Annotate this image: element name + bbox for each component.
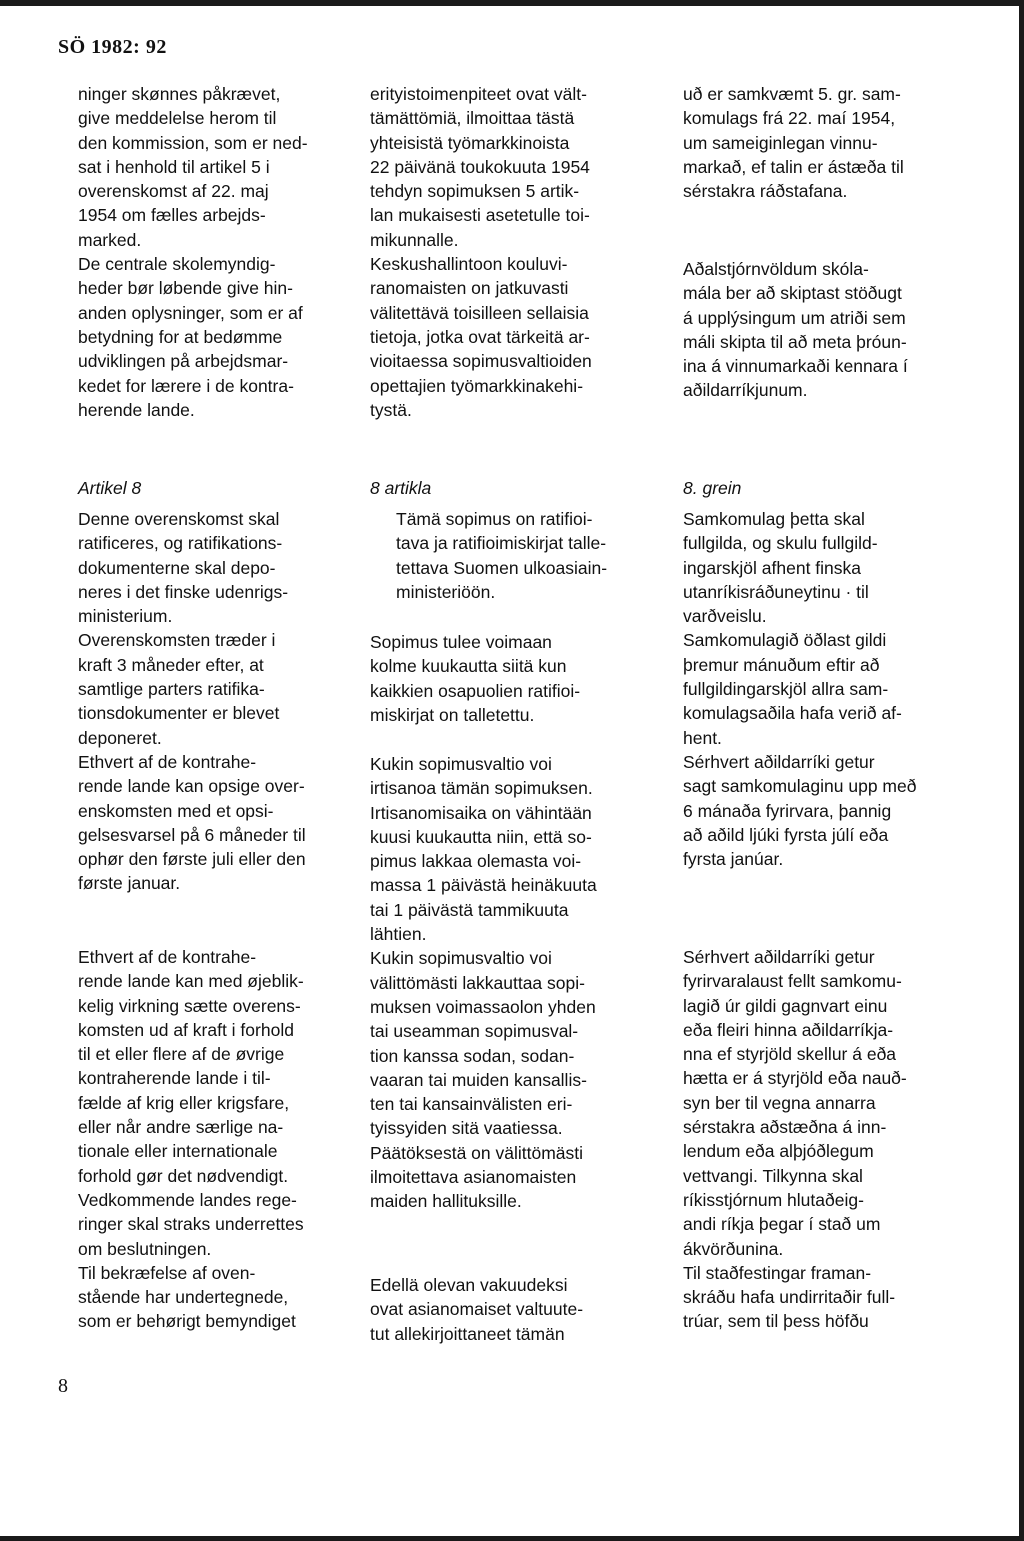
icelandic-article-heading: 8. grein (683, 478, 742, 498)
finnish-article-body: Tämä sopimus on ratifioi- tava ja ratifioimiskirjat talle- tettava Suomen ulkoasiain- ministeriöön. (396, 509, 608, 602)
finnish-article-heading: 8 artikla (370, 478, 432, 498)
finnish-article-body-4: Edellä olevan vakuudeksi ovat asianomaiset valtuute- tut allekirjoittaneet tämän (370, 1275, 584, 1344)
publication-header: SÖ 1982: 92 (58, 36, 167, 58)
danish-article-body: Denne overenskomst skal ratificeres, og ratifikations- dokumenterne skal depo- neres i det finske udenrigs- ministerium. Overenskomsten træder i kraft 3 måneder efter, at samtlige parters ratifika- tionsdokumenter er blevet deponeret. Ethvert af de kontrahe- rende lande kan opsige over- enskomsten med et opsi- gelsesvarsel på 6 måneder til ophør den første juli eller den første januar. (78, 509, 306, 894)
icelandic-article-body: Samkomulag þetta skal fullgilda, og skulu fullgild- ingarskjöl afhent finska utanríkisráðuneytinu · til varðveislu. Samkomulagið öðlast gildi þremur mánuðum eftir að fullgildingarskjöl allra sam- komulagsaðila hafa verið af- hent. Sérhvert aðildarríki getur sagt samkomulaginu upp með 6 mánaða fyrirvara, þannig að aðild ljúki fyrsta júlí eða fyrsta janúar. (683, 509, 917, 870)
icelandic-article-body-2: Sérhvert aðildarríki getur fyrirvaralaust fellt samkomu- lagið úr gildi gagnvart einu eða fleiri hinna aðildarríkja- nna ef styrjöld skellur á eða hætta er á styrjöld eða nauð- syn ber til vegna annarra sérstakra aðstæðna á inn- lendum eða alþjóðlegum vettvangi. Tilkynna skal ríkisstjórnum hlutaðeig- andi ríkja þegar í stað um ákvörðunina. Til staðfestingar framan- skráðu hafa undirritaðir full- trúar, sem til þess höfðu (683, 947, 907, 1332)
scan-border-right (1019, 0, 1024, 1541)
danish-article-heading: Artikel 8 (78, 478, 142, 498)
icelandic-intro-2: Aðalstjórnvöldum skóla- mála ber að skiptast stöðugt á upplýsingum um atriði sem máli skipta til að meta þróun- ina á vinnumarkaði kennara í aðildarríkjunum. (683, 259, 908, 401)
icelandic-intro: uð er samkvæmt 5. gr. sam- komulags frá 22. maí 1954, um sameiginlegan vinnu- markað, ef talin er ástæða til sérstakra ráðstafana. (683, 84, 904, 202)
danish-intro: ninger skønnes påkrævet, give meddelelse herom til den kommission, som er ned- sat i henhold til artikel 5 i overenskomst af 22. maj 1954 om fælles arbejds- marked. De centrale skolemyndig- heder bør løbende give hin- anden oplysninger, som er af betydning for at bedømme udviklingen på arbejdsmar- kedet for lærere i de kontra- herende lande. (78, 84, 308, 420)
danish-article-body-2: Ethvert af de kontrahe- rende lande kan med øjeblik- kelig virkning sætte overens- komsten ud af kraft i forhold til et eller flere af de øvrige kontraherende lande i til- fælde af krig eller krigsfare, eller når andre særlige na- tionale eller internationale forhold gør det nødvendigt. Vedkommende landes rege- ringer skal straks underrettes om beslutningen. Til bekræfelse af oven- stående har undertegnede, som er behørigt bemyndiget (78, 947, 304, 1332)
page-number: 8 (58, 1375, 68, 1397)
finnish-article-body-3: Kukin sopimusvaltio voi irtisanoa tämän sopimuksen. Irtisanomisaika on vähintään kuusi kuukautta niin, että so- pimus lakkaa olemasta voi- massa 1 päivästä heinäkuuta tai 1 päivästä tammikuuta lähtien. Kukin sopimusvaltio voi välittömästi lakkauttaa sopi- muksen voimassaolon yhden tai useamman sopimusval- tion kanssa sodan, sodan- vaaran tai muiden kansallis- ten tai kansainvälisten eri- tyissyiden sitä vaatiessa. Päätöksestä on välittömästi ilmoitettava asianomaisten maiden hallituksille. (370, 754, 597, 1212)
finnish-intro: erityistoimenpiteet ovat vält- tämättömiä, ilmoittaa tästä yhteisistä työmarkkinoista 22 päivänä toukokuuta 1954 tehdyn sopimuksen 5 artik- lan mukaisesti asetetulle toi- mikunnalle. Keskushallintoon kouluvi- ranomaisten on jatkuvasti välitettävä toisilleen sellaisia tietoja, jotka ovat tärkeitä ar- vioitaessa sopimusvaltioiden opettajien työmarkkinakehi- tystä. (370, 84, 592, 420)
scan-border-bottom (0, 1536, 1024, 1541)
scan-border-top (0, 0, 1024, 6)
finnish-article-body-2: Sopimus tulee voimaan kolme kuukautta siitä kun kaikkien osapuolien ratifioi- miskirjat on talletettu. (370, 632, 581, 725)
